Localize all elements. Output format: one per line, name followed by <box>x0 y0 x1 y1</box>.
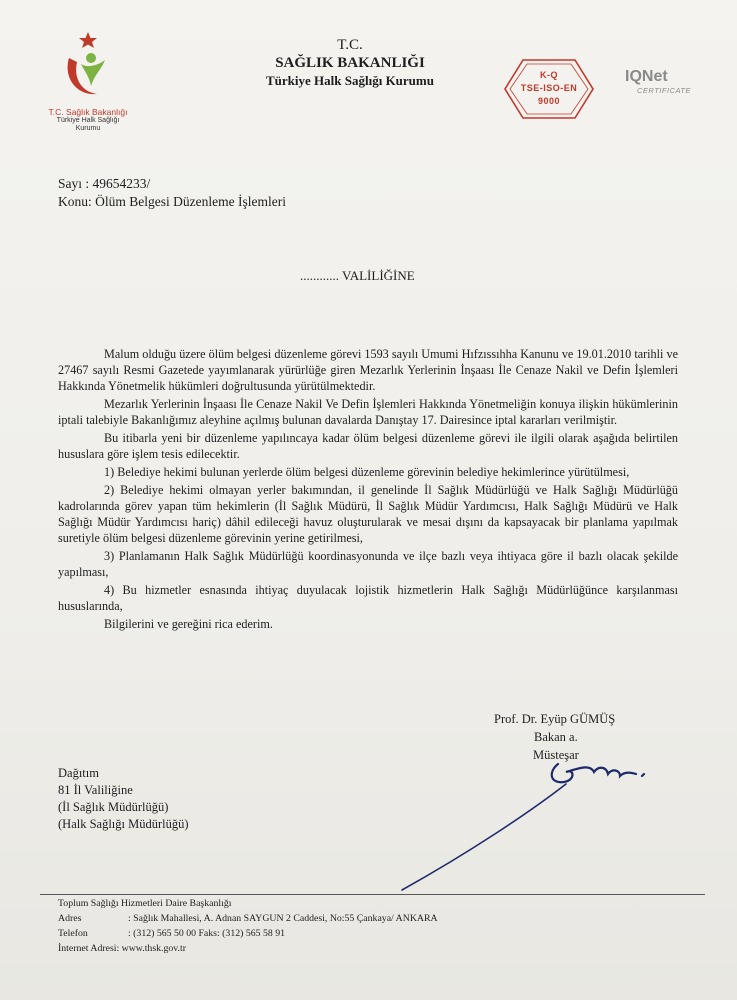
handwritten-signature-icon <box>380 742 680 902</box>
signatory-name: Prof. Dr. Eyüp GÜMÜŞ <box>494 712 616 726</box>
distribution-title: Dağıtım <box>58 766 99 780</box>
signatory-title1: Bakan a. <box>534 730 578 744</box>
letter-header <box>200 36 500 90</box>
logo-label-institution: Türkiye Halk Sağlığı <box>56 117 120 124</box>
header-institution: Türkiye Halk Sağlığı Kurumu <box>266 73 434 88</box>
distribution-block <box>58 765 189 833</box>
paragraph-1: Malum olduğu üzere ölüm belgesi düzenleme görevi 1593 sayılı Umumi Hıfzıssıhha Kanunu ve 19.01.2010 tarihli ve 27467 sayılı Resmi Gazetede yayımlanarak yürürlüğe giren Mezarlık Yerlerinin İnşaası İle Cenaze Nakil ve Defin İşlemleri Hakkında Yönetmelik hükümleri doğrultusunda yürütülmektedir. <box>58 347 678 393</box>
stamp-line2: TSE-ISO-EN <box>520 83 578 93</box>
distribution-line1: 81 İl Valiliğine <box>58 783 133 797</box>
subject-line: Konu: Ölüm Belgesi Düzenleme İşlemleri <box>58 194 286 209</box>
signatory-title2: Müsteşar <box>533 748 579 762</box>
closing-line: Bilgilerini ve gereğini rica ederim. <box>104 617 273 631</box>
distribution-line3: (Halk Sağlığı Müdürlüğü) <box>58 817 189 831</box>
logo-label-kurumu: Kurumu <box>75 125 101 132</box>
ministry-emblem-icon <box>53 28 123 100</box>
tse-certificate-stamp <box>503 58 595 120</box>
iqnet-sub: CERTIFICATE <box>637 86 691 95</box>
ministry-logo <box>38 28 138 133</box>
header-tc: T.C. <box>337 37 363 53</box>
footer-website: İnternet Adresi: www.thsk.gov.tr <box>58 943 186 954</box>
letter-footer <box>58 896 698 956</box>
stamp-line3: 9000 <box>537 96 561 106</box>
letter-body <box>58 346 678 634</box>
stamp-line1: K-Q <box>540 70 558 80</box>
item-2: 2) Belediye hekimi olmayan yerler bakımından, il genelinde İl Sağlık Müdürlüğü ve Halk Sağlığı Müdürlüğü kadrolarında görev yapan tüm hekimlerin (İl Sağlık Müdürü, İl Sağlık Müdür Yardımcısı, Halk Sağlığı Müdürü ve Halk Sağlığı Müdür Yardımcısı hariç) dâhil edileceği havuz oluşturularak ve mesai dışını da kapsayacak bir planlama yapılmak suretiyle ölüm belgesi düzenleme görevinin yerine getirilmesi, <box>58 483 678 545</box>
logo-label-ministry: T.C. Sağlık Bakanlığı <box>48 107 128 117</box>
item-1: 1) Belediye hekimi bulunan yerlerde ölüm belgesi düzenleme görevinin belediye hekimlerince yürütülmesi, <box>104 465 630 479</box>
footer-phone-label: Telefon <box>58 928 88 939</box>
item-4: 4) Bu hizmetler esnasında ihtiyaç duyulacak lojistik hizmetlerin Halk Sağlığı Müdürlüğünce karşılanması hususlarında, <box>58 583 678 613</box>
iqnet-name: IQNet <box>625 68 668 85</box>
item-3: 3) Planlamanın Halk Sağlık Müdürlüğü koordinasyonunda ve ilçe bazlı veya ihtiyaca göre il bazlı olacak şekilde yapılması, <box>58 549 678 579</box>
paragraph-2: Mezarlık Yerlerinin İnşaası İle Cenaze Nakil Ve Defin İşlemleri Hakkında Yönetmeliğin konuya ilişkin hükümlerinin iptali talebiyle Bakanlığımız aleyhine açılmış bulunan davalarda Danıştay 17. Dairesince iptal kararları verilmiştir. <box>58 397 678 427</box>
footer-address-label: Adres <box>58 913 82 924</box>
footer-phone: : (312) 565 50 00 Faks: (312) 565 58 91 <box>128 928 286 939</box>
footer-address: : Sağlık Mahallesi, A. Adnan SAYGUN 2 Caddesi, No:55 Çankaya/ ANKARA <box>128 913 438 924</box>
recipient-line: ............ VALİLİĞİNE <box>300 268 415 283</box>
paragraph-3: Bu itibarla yeni bir düzenleme yapılıncaya kadar ölüm belgesi düzenleme görevi ile ilgili olarak aşağıda belirtilen hususlara göre işlem tesis edilecektir. <box>58 431 678 461</box>
distribution-line2: (İl Sağlık Müdürlüğü) <box>58 800 169 814</box>
footer-divider <box>40 894 705 895</box>
iqnet-certificate-logo <box>625 68 715 95</box>
header-ministry: SAĞLIK BAKANLIĞI <box>275 55 425 71</box>
reference-number: Sayı : 49654233/ <box>58 176 151 191</box>
footer-org: Toplum Sağlığı Hizmetleri Daire Başkanlığı <box>58 898 232 909</box>
